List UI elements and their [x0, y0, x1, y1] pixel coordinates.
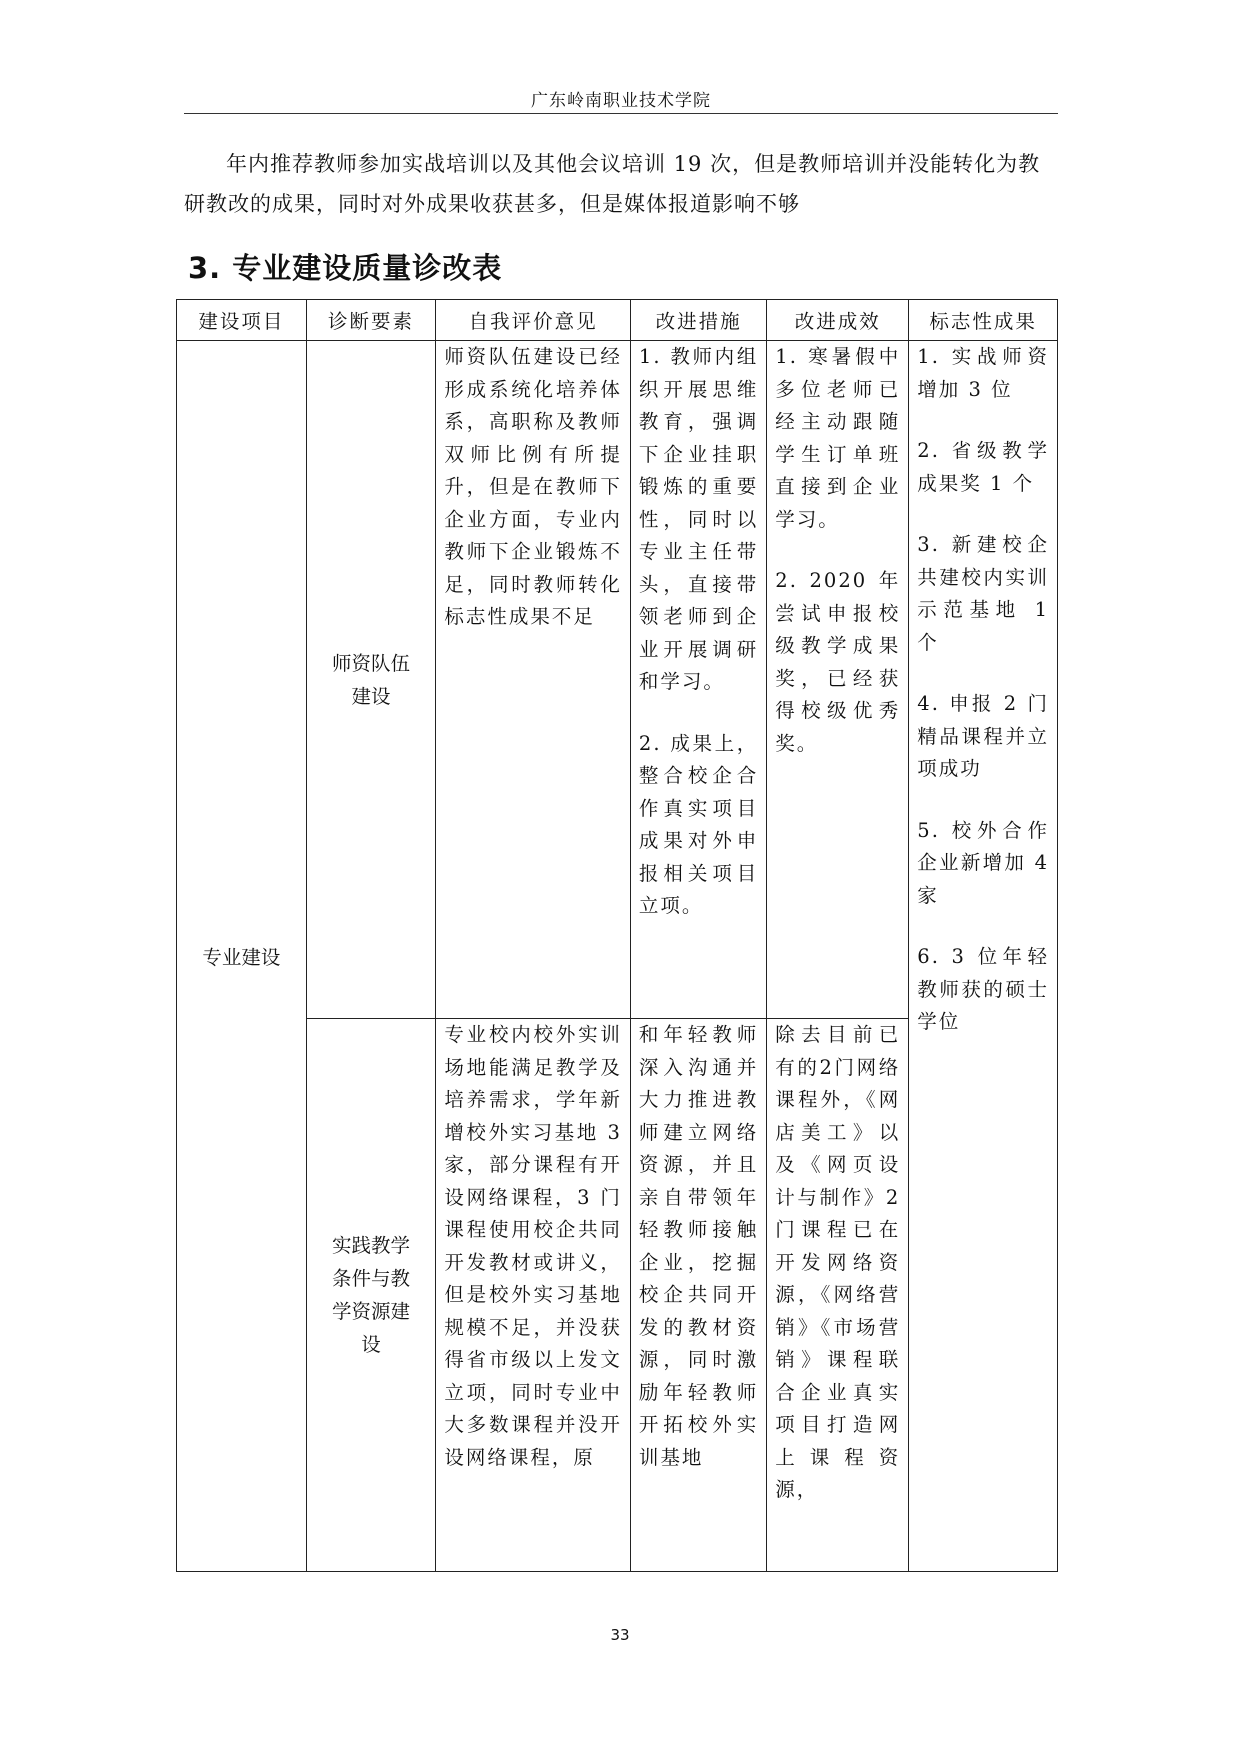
achievement-item: 4. 申报 2 门精品课程并立项成功: [917, 692, 1049, 780]
effect-cell: [767, 341, 909, 1019]
self-eval-text: 专业校内校外实训场地能满足教学及培养需求，学年新增校外实习基地 3 家，部分课程有开设网络课程，3 门课程使用校企共同开发教材或讲义，但是校外实习基地规模不足，并没获得省市级以上发文立项，同时专业中大多数课程并没开设网络课程，原: [444, 1023, 622, 1469]
intro-paragraph: [184, 144, 1058, 224]
element-label: 实践教学 条件与教 学资源建 设: [332, 1234, 411, 1356]
header-measures: 改进措施: [630, 300, 766, 341]
measures-cell: [630, 341, 766, 1019]
page-number: 33: [610, 1626, 630, 1644]
header-title: 广东岭南职业技术学院: [531, 91, 711, 111]
achievement-item: 3. 新建校企共建校内实训示范基地 1 个: [917, 533, 1049, 654]
achievement-item: 5. 校外合作企业新增加 4 家: [917, 818, 1049, 907]
self-eval-cell: [436, 1019, 631, 1572]
measure-item: 2. 成果上，整合校企合作真实项目成果对外申报相关项目立项。: [638, 731, 759, 917]
element-cell: [306, 341, 436, 1019]
measure-item: 和年轻教师深入沟通并大力推进教师建立网络资源，并且亲自带领年轻教师接触企业，挖掘校企共同开发的教材资源，同时激励年轻教师开拓校外实训基地: [638, 1023, 759, 1469]
achievement-item: 6. 3 位年轻教师获的硕士学位: [917, 945, 1049, 1033]
quality-table: [176, 299, 1058, 1572]
element-cell: [306, 1019, 436, 1572]
effect-item: 2. 2020 年尝试申报校级教学成果奖，已经获得校级优秀奖。: [775, 569, 901, 755]
header-achievements: 标志性成果: [909, 300, 1058, 341]
effect-item: 1. 寒暑假中多位老师已经主动跟随学生订单班直接到企业学习。: [775, 345, 901, 531]
intro-text: 年内推荐教师参加实战培训以及其他会议培训 19 次，但是教师培训并没能转化为教研教改的成果，同时对外成果收获甚多，但是媒体报道影响不够: [184, 152, 1041, 216]
self-eval-cell: [436, 341, 631, 1019]
effect-cell: [767, 1019, 909, 1572]
table-header-row: [177, 300, 1058, 341]
header-element: 诊断要素: [306, 300, 436, 341]
achievement-item: 2. 省级教学成果奖 1 个: [917, 439, 1049, 495]
header-self-eval: 自我评价意见: [436, 300, 631, 341]
effect-item: 除去目前已有的2门网络课程外，《网店美工》以及《网页设计与制作》2门课程已在开发网络资源，《网络营销》《市场营销》课程联合企业真实项目打造网上课程资源，: [775, 1023, 901, 1501]
header-effect: 改进成效: [767, 300, 909, 341]
table-row: [177, 341, 1058, 1019]
header-divider: [184, 113, 1058, 114]
element-label: 师资队伍 建设: [332, 651, 411, 708]
measures-cell: [630, 1019, 766, 1572]
project-cell: 专业建设: [177, 341, 307, 1572]
section-title: 3. 专业建设质量诊改表: [188, 251, 503, 285]
measure-item: 1. 教师内组织开展思维教育，强调下企业挂职锻炼的重要性，同时以专业主任带头，直接带领老师到企业开展调研和学习。: [638, 345, 759, 693]
header-project: 建设项目: [177, 300, 307, 341]
achievement-item: 1. 实战师资增加 3 位: [917, 345, 1049, 401]
achievements-cell: [909, 341, 1058, 1572]
self-eval-text: 师资队伍建设已经形成系统化培养体系，高职称及教师双师比例有所提升，但是在教师下企业方面，专业内教师下企业锻炼不足，同时教师转化标志性成果不足: [444, 345, 622, 628]
